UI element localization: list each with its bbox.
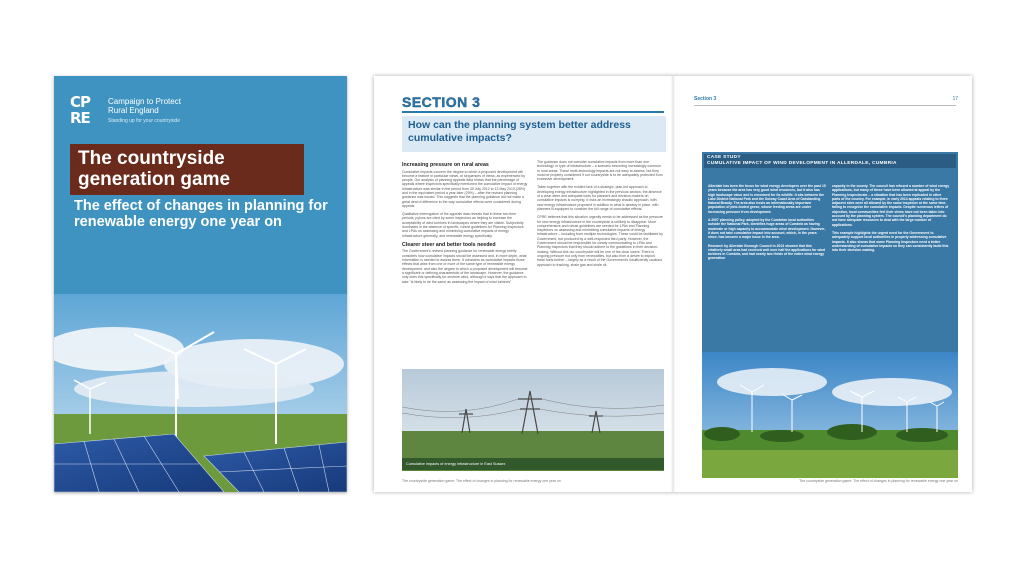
- paragraph: Taken together with the evident lack of a strategic, plan-led approach to developing energy infrastructure highlighted in the previous section, the absence of a clear steer and adequate tools for planners and decision-makers on cumulative impacts is worrying. It risks an increasingly chaotic approach, with new energy infrastructure proposed in addition to what is already in place, with planners ill-equipped to consider the full range of cumulative effects.: [537, 185, 662, 211]
- text-column-1: [402, 162, 528, 288]
- paragraph: Cumulative impacts concern the degree to which a proposed development will become a feature in particular views, or sequences of views, as experienced by people. Our analysis of planning appeals data shows that the percentage of appeals where inspectors specifically mentioned the cumulative impact of energy infrastructure was similar in the period from 30 July 2012 to 13 May 2013 (28%) and in the equivalent period a year later (29%) – after the revised planning guidance was issued. This suggests that the planning guidance did not make a great deal of difference to the way cumulative effects were considered during appeals.: [402, 169, 528, 208]
- header-rule: [694, 105, 956, 106]
- cover-subtitle: The effect of changes in planning for renewable energy one year on: [74, 198, 328, 230]
- paragraph: Research by Allerdale Borough Council in 2013 showed that this relatively small area had received well over half the applications for wind turbines in Cumbria, and had nearly two thirds of the entire wind energy generation: [708, 243, 826, 261]
- paragraph: Allerdale has been the focus for wind energy developers over the past 15 years because the area has very good wind resources, but it also has high landscape value and is renowned for its wildlife. It sits between the Lake District National Park and the Solway Coast Area of Outstanding Natural Beauty. The area also hosts an internationally important population of pink-footed geese, whose feeding areas are under increasing pressure from development.: [708, 184, 826, 214]
- cpre-logo-mark: CP RE: [70, 93, 91, 127]
- photo-caption: Cumulative impacts of energy infrastructure in East Sussex: [402, 458, 664, 470]
- paragraph: Qualitative interrogation of the appeals data reveals that in these two time periods, pylons are cited by some inspectors as helping to increase the acceptability of wind turbines in landscapes where they are visible. Subjectivity dominates in the absence of specific, robust guidelines for Planning Inspectors and LPAs on assessing and minimising cumulative impacts of energy infrastructure generally, and renewable energy specifically.: [402, 212, 524, 238]
- case-study-box: [702, 152, 958, 478]
- section-heading: SECTION 3: [402, 94, 481, 110]
- cpre-logo: [70, 94, 181, 128]
- paragraph: The Government's revised planning guidance for renewable energy briefly considers how cumulative impacts should be assessed and, in more depth, what information is needed to assess them. It considers as cumulative impacts those effects that arise from one or more of the same type of renewable energy development, and also the degree to which a proposed development will become a significant or defining characteristic of the landscape. However, the guidance only does this specifically for onshore wind, although it says that the approach to take "is likely to be the same as assessing the impact of wind turbines".: [402, 249, 528, 284]
- wind-farm-photo: [702, 352, 958, 478]
- case-column-1: [708, 184, 826, 265]
- paragraph: capacity in the county. The council has refused a number of wind energy applications, but many of these have been allowed at appeal by the Planning Inspectorate – a situation that has been replicated in other parts of the country. For example, in early 2014 appeals relating to three adjacent sites were all allowed by the same Inspector at the same time, failing to recognise the cumulative impacts. Despite numerous letters of objection, local communities feel their views have not been taken into account by the planning system. The council's planning department do not have adequate resources to deal with the large number of applications.: [832, 184, 950, 227]
- wind-solar-photo: [54, 294, 347, 492]
- case-column-2: [832, 184, 950, 256]
- case-study-title: CUMULATIVE IMPACT OF WIND DEVELOPMENT IN ALLERDALE, CUMBRIA: [707, 160, 897, 166]
- page-footer: The countryside generation game: The effect of changes in planning for renewable energy one year on: [402, 479, 561, 483]
- case-study-heading: [704, 154, 956, 168]
- paragraph: CPRE believes that this situation urgently needs to be addressed as the pressure for new energy infrastructure in the countryside is unlikely to disappear. More comprehensive and robust guidelines are needed for LPAs and Planning Inspectors on assessing and minimising cumulative impacts of energy infrastructure – including from multiple technologies. These could be facilitated by Government, but produced by a well-respected third party. However, the Government should be responsible for clearly communicating to LPAs and Planning Inspectors that they should adhere to the guidelines in their decision-making. Without this our countryside will be one of the clear losers. There is ongoing pressure not only from renewables, but also from a desire to exploit fossil fuels further – largely as a result of the Government's insufficiently cautious approach to fracking, shale gas and shale oil.: [537, 215, 664, 267]
- page-number: 17: [952, 96, 958, 102]
- organisation-name: Campaign to Protect Rural England Standing up for your countryside: [108, 96, 181, 124]
- page-footer: The countryside generation game: The effect of changes in planning for renewable energy one year on: [799, 479, 958, 483]
- running-head: Section 3: [694, 96, 717, 102]
- text-column-2: [537, 160, 663, 271]
- subheading: Clearer steer and better tools needed: [402, 241, 496, 248]
- paragraph: This example highlights the urgent need for the Government to adequately support local authorities in properly addressing cumulative impacts. It also shows that some Planning Inspectors need a better understanding of cumulative impacts so they can consistently build this into their decision-making.: [832, 230, 949, 253]
- section-rule: [402, 111, 664, 113]
- organisation-tagline: Standing up for your countryside: [108, 117, 180, 124]
- right-page: [674, 76, 972, 492]
- paragraph: The guidance does not consider cumulative impacts from more than one technology or type of infrastructure – a scenario becoming increasingly common in rural areas. These multi-technology impacts are not easy to assess, but they must be properly considered if our countryside is to be adequately protected from excessive development.: [537, 160, 663, 182]
- paragraph: A 2007 planning policy, adopted by the Cumbrian local authorities outside the National Park, identifies huge areas of Cumbria as having moderate or high capacity to accommodate wind development. However, it does not take cumulative impact into account, which, in the years since, has become a major issue in the area.: [708, 218, 826, 240]
- cover-title: The countryside generation game: [70, 144, 304, 195]
- pylons-photo: [402, 369, 664, 471]
- report-spread: [374, 76, 972, 492]
- case-study-label: CASE STUDY: [707, 155, 741, 160]
- section-question: How can the planning system better address cumulative impacts?: [402, 116, 666, 152]
- subheading: Increasing pressure on rural areas: [402, 162, 489, 168]
- report-cover: [54, 76, 347, 492]
- left-page: [374, 76, 672, 492]
